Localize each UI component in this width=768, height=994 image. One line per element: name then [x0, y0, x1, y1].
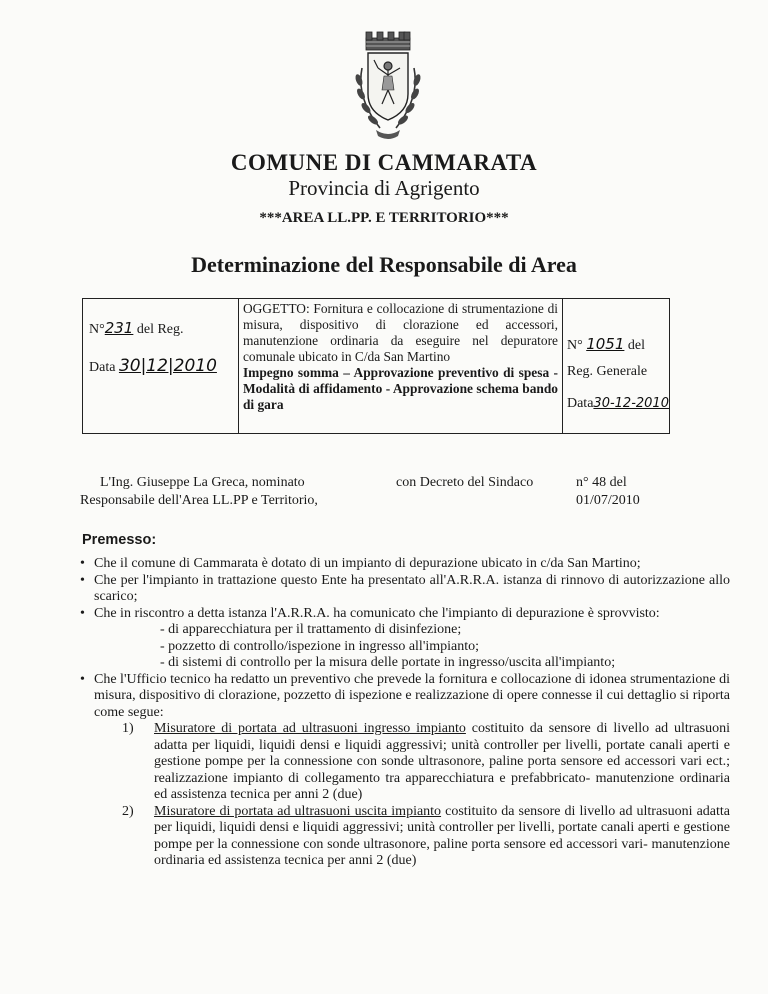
area-number-handwritten: 231 [104, 319, 134, 337]
numbered-item-title: Misuratore di portata ad ultrasuoni ingresso impianto [154, 721, 466, 736]
numbered-item-title: Misuratore di portata ad ultrasuoni uscita impianto [154, 803, 442, 819]
list-item: • Che il comune di Cammarata è dotato di un impianto di depurazione ubicato in c/da San Martino; [80, 556, 641, 571]
general-register-cell [562, 299, 669, 434]
numbered-item: 2) Misuratore di portata ad ultrasuoni uscita impianto costituito da sensore di livello ad ultrasuoni adatta per liquidi, liquidi densi e liquidi aggressivi; unità controller per livelli, portate canali aperti e gestione pompe per la connessione con sonde ultrasonore, paline porta sensore ed accessori vari- manutenzione ordinaria ed assistenza tecnica per anni 2 (due) [122, 803, 730, 868]
general-number-line: N° 1051 del [566, 335, 645, 353]
provincia-subtitle: Provincia di Agrigento [288, 176, 480, 200]
document-title: Determinazione del Responsabile di Area [191, 252, 577, 277]
document-body [80, 556, 730, 870]
general-date-line: Data30-12-2010 [566, 396, 669, 411]
area-date-line: Data 30|12|2010 [89, 356, 217, 376]
oggetto-text: Fornitura e collocazione di strumentazione di misura, dispositivo di clorazione ed accessori, manutenzione ordinaria da eseguire nel depuratore comunale ubicato in C/da San Martino [242, 301, 558, 364]
premesso-heading: Premesso: [82, 532, 157, 548]
area-number-line: N°231 del Reg. [89, 319, 184, 337]
list-item: • Che l'Ufficio tecnico ha redatto un preventivo che prevede la fornitura e collocazione di idonea strumentazione di misura, dispositivo di clorazione, pozzetto di ispezione e realizzazione di opere connesse il cui dettaglio si riporta come segue: [80, 671, 731, 720]
municipal-crest-icon [340, 28, 436, 146]
list-item: • Che in riscontro a detta istanza l'A.R.R.A. ha comunicato che l'impianto di depurazione è sprovvisto: [80, 605, 660, 621]
oggetto-label: OGGETTO: [242, 301, 310, 316]
intro-paragraph: L'Ing. Giuseppe La Greca, nominato con Decreto del Sindaco n° 48 del 01/07/2010 Responsabile dell'Area LL.PP e Territorio, [80, 475, 640, 508]
general-register-label: Reg. Generale [566, 364, 648, 379]
area-heading: ***AREA LL.PP. E TERRITORIO*** [259, 210, 509, 226]
general-date-handwritten: 30-12-2010 [593, 396, 669, 411]
sub-list-item: - pozzetto di controllo/ispezione in ingresso all'impianto; [160, 638, 480, 654]
area-date-handwritten: 30|12|2010 [118, 356, 217, 376]
numbered-item: 1) Misuratore di portata ad ultrasuoni ingresso impianto costituito da sensore di livello ad ultrasuoni adatta per liquidi, liquidi densi e liquidi aggressivi; unità controller per livelli, portate canali aperti e gestione pompe per la connessione con sonde ultrasonore, paline porta sensore ed accessori vari ect.; realizzazione impianto di collegamento tra apparecchiatura e prefabbricato- manutenzione ordinaria ed assistenza tecnica per anni 2 (due) [122, 721, 731, 802]
sub-list-item: - di sistemi di controllo per la misura delle portate in ingresso/uscita all'impianto; [160, 655, 616, 670]
oggetto-cell [238, 299, 562, 434]
general-number-handwritten: 1051 [586, 335, 625, 353]
registration-table [82, 298, 670, 434]
list-item: • Che per l'impianto in trattazione questo Ente ha presentato all'A.R.R.A. istanza di rinnovo di autorizzazione allo scarico; [80, 572, 730, 604]
sub-list-item: - di apparecchiatura per il trattamento di disinfezione; [160, 622, 462, 637]
comune-title: COMUNE DI CAMMARATA [230, 150, 538, 175]
oggetto-bold-text: Impegno somma – Approvazione preventivo di spesa - Modalità di affidamento - Approvazione schema bando di gara [242, 365, 558, 412]
area-register-cell [83, 299, 239, 434]
